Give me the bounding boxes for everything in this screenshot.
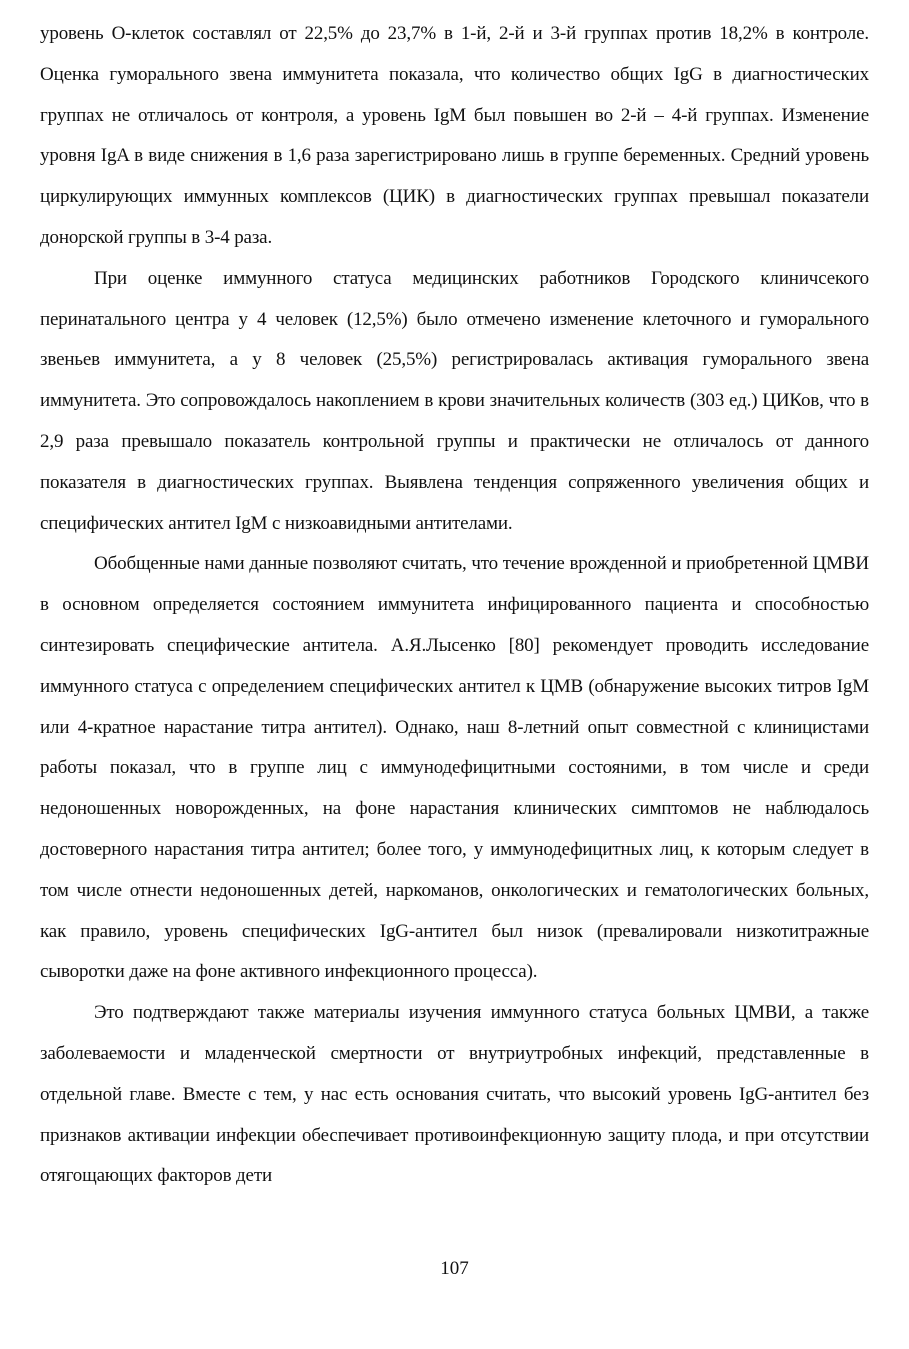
paragraph-confirmation: Это подтверждают также материалы изучения иммунного статуса больных ЦМВИ, а также заболеваемости и младенческой смертности от внутриутробных инфекций, представленные в отдельной главе. Вместе с тем, у нас есть основания считать, что высокий уровень IgG-антител без признаков активации инфекции обеспечивает противоинфекционную защиту плода, и при отсутствии отягощающих факторов дети xyxy=(40,1002,869,1187)
page-number: 107 xyxy=(440,1258,469,1279)
paragraph-medical-staff: При оценке иммунного статуса медицинских работников Городского клиничсекого перинатального центра у 4 человек (12,5%) было отмечено изменение клеточного и гуморального звеньев иммунитета, а у 8 человек (25,5%) регистрировалась активация гуморального звена иммунитета. Это сопровождалось накоплением в крови значительных количеств (303 ед.) ЦИКов, что в 2,9 раза превышало показатель контрольной группы и практически не отличалось от данного показателя в диагностических группах. Выявлена тенденция сопряженного увеличения общих и специфических антител IgM с низкоавидными антителами. xyxy=(40,267,869,534)
paragraph-generalized-data: Обобщенные нами данные позволяют считать, что течение врожденной и приобретенной ЦМВИ в основном определяется состоянием иммунитета инфицированного пациента и способностью синтезировать специфические антитела. А.Я.Лысенко [80] рекомендует проводить исследование иммунного статуса с определением специфических антител к ЦМВ (обнаружение высоких титров IgM или 4-кратное нарастание титра антител). Однако, наш 8-летний опыт совместной с клиницистами работы показал, что в группе лиц с иммунодефицитными состояними, в том числе и среди недоношенных новорожденных, на фоне нарастания клинических симптомов не наблюдалось достоверного нарастания титра антител; более того, у иммунодефицитных лиц, к которым следует в том числе отнести недоношенных детей, наркоманов, онкологических и гематологических больных, как правило, уровень специфических IgG-антител был низок (превалировали низкотитражные сыворотки даже на фоне активного инфекционного процесса). xyxy=(40,553,869,983)
paragraph-continuation: уровень О-клеток составлял от 22,5% до 23,7% в 1-й, 2-й и 3-й группах против 18,2% в контроле. Оценка гуморального звена иммунитета показала, что количество общих IgG в диагностических группах не отличалось от контроля, а уровень IgM был повышен во 2-й – 4-й группах. Изменение уровня IgA в виде снижения в 1,6 раза зарегистрировано лишь в группе беременных. Средний уровень циркулирующих иммунных комплексов (ЦИК) в диагностических группах превышал показатели донорской группы в 3-4 раза. xyxy=(40,23,869,248)
